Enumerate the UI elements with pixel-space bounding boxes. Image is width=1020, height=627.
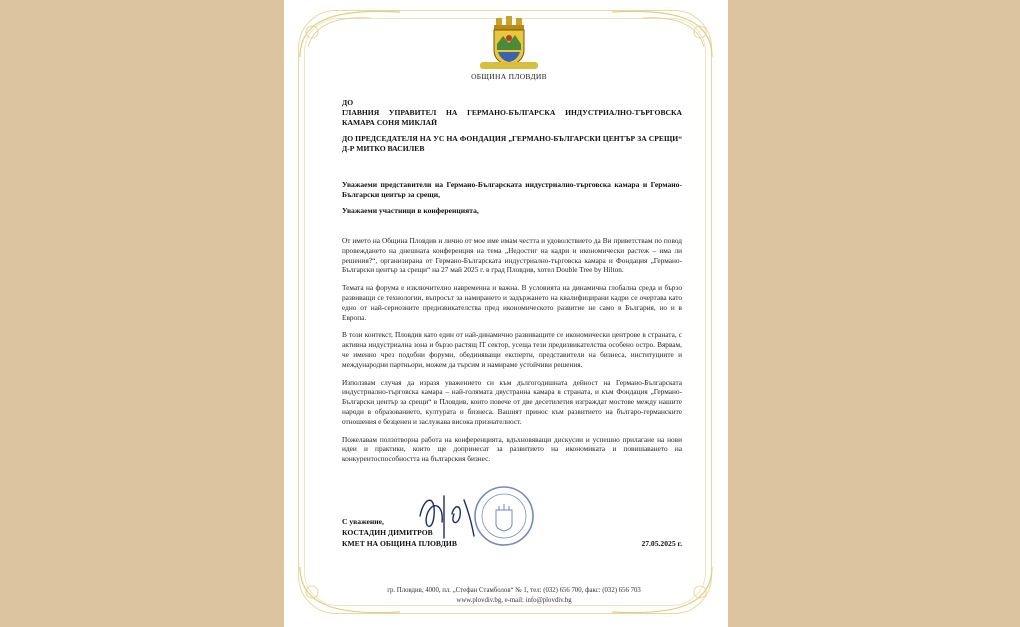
ornament-top-left <box>290 2 410 62</box>
paragraph-4: Използвам случая да изразя уважението си към дългогодишната дейност на Германо-Българската индустриално-търговска камара – най-голямата двустранна камара в страната, и към Фондация „Германо-Български център за срещи“ в Пловдив, които повече от две десетилетия изграждат мостове между нашите народи в образованието, културата и бизнеса. Вашият принос към развитието на българо-германските отношения е безценен и заслужава висока признателност. <box>342 377 682 426</box>
footer-address: гр. Пловдив, 4000, пл. „Стефан Стамболов“ № 1, тел: (032) 656 700, факс: (032) 656 703 <box>387 587 641 594</box>
greeting-line-1: Уважаеми представители на Германо-Българската индустриално-търговска камара и Германо-Български център за срещи, <box>342 180 682 199</box>
addressee-1: ДО ГЛАВНИЯ УПРАВИТЕЛ НА ГЕРМАНО-БЪЛГАРСКА ИНДУСТРИАЛНО-ТЪРГОВСКА КАМАРА СОНЯ МИКЛАЙ <box>342 98 682 127</box>
crest-motto-ribbon <box>480 62 538 69</box>
closing: С уважение, <box>342 517 384 526</box>
letter-body <box>342 236 682 472</box>
letter-page <box>284 0 728 627</box>
signer-name: КОСТАДИН ДИМИТРОВ <box>342 528 433 537</box>
addressee-2: ДО ПРЕДСЕДАТЕЛЯ НА УС НА ФОНДАЦИЯ „ГЕРМАНО-БЪЛГАРСКИ ЦЕНТЪР ЗА СРЕЩИ“ Д-Р МИТКО ВАСИЛЕВ <box>342 134 682 153</box>
official-stamp-icon <box>472 484 536 548</box>
addressees <box>342 98 682 154</box>
letter-date: 27.05.2025 г. <box>641 539 682 548</box>
paragraph-5: Пожелавам ползотворна работа на конференцията, вдъхновяващи дискусии и успешно прилагане на нови идеи и практики, които ще допринесат за развитието на икономиката и повишаването на конкурентоспособността на българския бизнес. <box>342 434 682 464</box>
ornament-top-right <box>602 2 722 62</box>
paragraph-2: Темата на форума е изключително навременна и важна. В условията на динамична глобална среда и бързо развиващи се технологии, въпросът за намирането и задържането на квалифицирани кадри се очертава като едно от най-сериозните предизвикателства пред икономическото развитие не само в България, но и в Европа. <box>342 283 682 322</box>
paragraph-1: От името на Община Пловдив и лично от мое име имам честта и удоволствието да Ви приветствам по повод провеждането на днешната конференция на тема „Недостиг на кадри и икономически растеж – има ли решения?“, организирана от Германо-Българската индустриално-търговска камара и Фондация „Германо-Български център за срещи“ на 27 май 2025 г. в град Пловдив, хотел Double Tree by Hilton. <box>342 236 682 275</box>
greeting-line-2: Уважаеми участници в конференцията, <box>342 206 479 215</box>
signer-title: КМЕТ НА ОБЩИНА ПЛОВДИВ <box>342 539 457 548</box>
paragraph-3: В този контекст, Пловдив като един от най-динамично развиващите се икономически центрове в страната, с активна индустриална зона и бързо растящ IT сектор, усеща тези предизвикателства особено остро. Вярвам, че именно чрез подобни форуми, обединяващи експерти, представители на бизнеса, институциите и международни партньори, можем да търсим и намираме устойчиви решения. <box>342 330 682 369</box>
footer <box>324 586 704 606</box>
municipality-name: ОБЩИНА ПЛОВДИВ <box>471 72 547 81</box>
footer-contacts: www.plovdiv.bg, e-mail: info@plovdiv.bg <box>456 597 572 604</box>
city-crest-icon <box>488 16 530 68</box>
